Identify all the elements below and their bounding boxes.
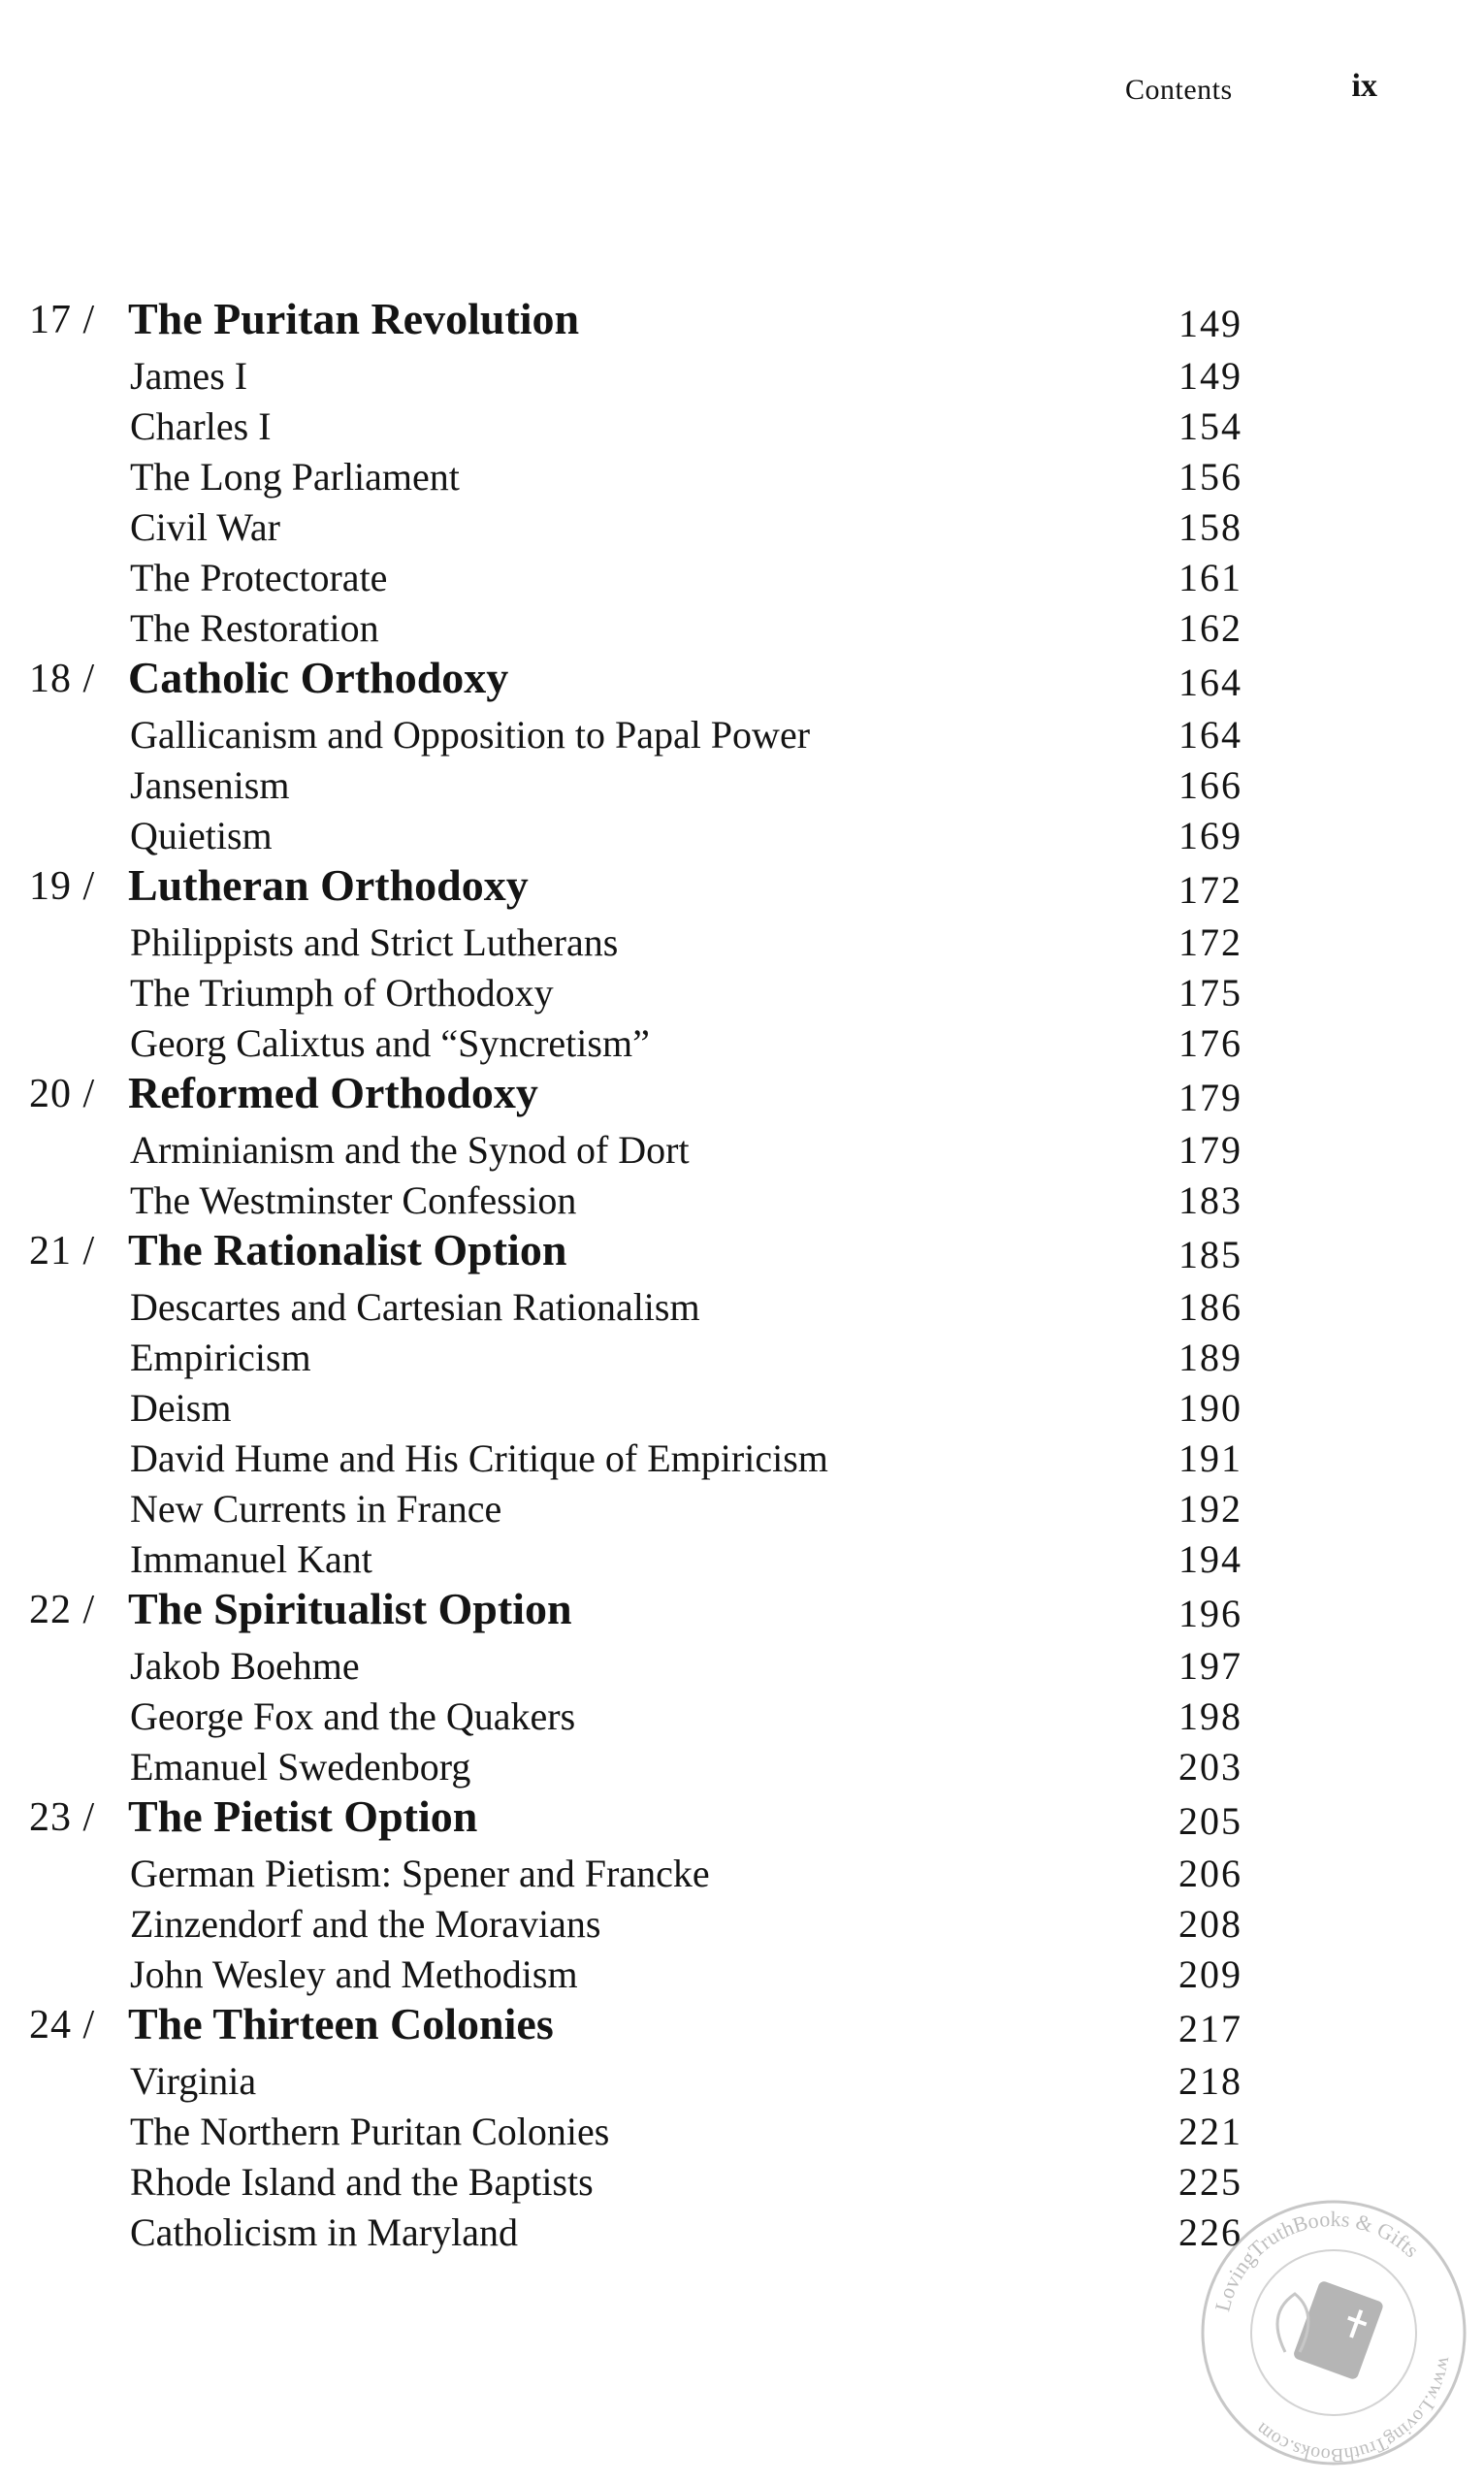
toc-chapter bbox=[0, 1789, 1484, 1996]
section-title: James I bbox=[130, 354, 248, 398]
section-page-number: 186 bbox=[1178, 1285, 1242, 1329]
section-row bbox=[0, 1172, 1484, 1222]
section-row bbox=[0, 499, 1484, 549]
section-title: Jansenism bbox=[130, 763, 290, 807]
section-page-number: 194 bbox=[1178, 1537, 1242, 1581]
section-row bbox=[0, 807, 1484, 857]
section-page-number: 198 bbox=[1178, 1694, 1242, 1738]
section-title: Quietism bbox=[130, 814, 273, 857]
toc-chapter bbox=[0, 650, 1484, 857]
section-page-number: 191 bbox=[1178, 1436, 1242, 1480]
section-title: New Currents in France bbox=[130, 1487, 502, 1531]
chapter-page-number: 205 bbox=[1178, 1799, 1242, 1843]
section-row bbox=[0, 1480, 1484, 1531]
section-page-number: 164 bbox=[1178, 713, 1242, 757]
section-title: Charles I bbox=[130, 404, 272, 448]
section-page-number: 172 bbox=[1178, 920, 1242, 964]
section-page-number: 226 bbox=[1178, 2210, 1242, 2254]
section-page-number: 158 bbox=[1178, 505, 1242, 549]
page-folio: ix bbox=[1351, 68, 1377, 104]
section-row bbox=[0, 1379, 1484, 1430]
chapter-heading-row bbox=[0, 857, 1484, 914]
section-row bbox=[0, 1895, 1484, 1946]
watermark-stamp bbox=[1188, 2187, 1479, 2478]
chapter-page-number: 185 bbox=[1178, 1233, 1242, 1276]
chapter-heading-row bbox=[0, 1581, 1484, 1637]
section-row bbox=[0, 2103, 1484, 2153]
section-page-number: 162 bbox=[1178, 606, 1242, 650]
section-row bbox=[0, 448, 1484, 499]
section-title: Empiricism bbox=[130, 1336, 311, 1379]
chapter-title: Catholic Orthodoxy bbox=[128, 653, 509, 702]
chapter-page-number: 196 bbox=[1178, 1592, 1242, 1635]
chapter-title: The Spiritualist Option bbox=[128, 1584, 572, 1633]
section-row bbox=[0, 1845, 1484, 1895]
chapter-number: 19 / bbox=[29, 864, 96, 909]
chapter-heading-row bbox=[0, 291, 1484, 347]
section-page-number: 189 bbox=[1178, 1336, 1242, 1379]
chapter-title: The Pietist Option bbox=[128, 1791, 478, 1841]
section-row bbox=[0, 1738, 1484, 1789]
section-page-number: 179 bbox=[1178, 1128, 1242, 1172]
section-row bbox=[0, 549, 1484, 599]
section-title: John Wesley and Methodism bbox=[130, 1952, 578, 1996]
section-title: Arminianism and the Synod of Dort bbox=[130, 1128, 690, 1172]
section-page-number: 206 bbox=[1178, 1852, 1242, 1895]
section-page-number: 203 bbox=[1178, 1745, 1242, 1789]
section-row bbox=[0, 347, 1484, 398]
chapter-page-number: 149 bbox=[1178, 302, 1242, 345]
section-row bbox=[0, 2052, 1484, 2103]
running-head bbox=[1125, 68, 1377, 116]
section-page-number: 208 bbox=[1178, 1902, 1242, 1946]
section-page-number: 176 bbox=[1178, 1021, 1242, 1065]
toc-chapter bbox=[0, 1065, 1484, 1222]
section-title: Immanuel Kant bbox=[130, 1537, 372, 1581]
chapter-number: 18 / bbox=[29, 657, 96, 701]
section-page-number: 225 bbox=[1178, 2160, 1242, 2204]
chapter-number: 24 / bbox=[29, 2003, 96, 2048]
section-page-number: 175 bbox=[1178, 971, 1242, 1015]
toc-chapter bbox=[0, 291, 1484, 650]
section-page-number: 209 bbox=[1178, 1952, 1242, 1996]
svg-text:www.LovingTruthBooks.com: www.LovingTruthBooks.com bbox=[1251, 2354, 1457, 2467]
section-page-number: 154 bbox=[1178, 404, 1242, 448]
chapter-page-number: 179 bbox=[1178, 1076, 1242, 1119]
chapter-heading-row bbox=[0, 1065, 1484, 1121]
section-title: Catholicism in Maryland bbox=[130, 2210, 518, 2254]
section-title: Philippists and Strict Lutherans bbox=[130, 920, 619, 964]
chapter-number: 17 / bbox=[29, 298, 96, 342]
section-title: Gallicanism and Opposition to Papal Power bbox=[130, 713, 811, 757]
section-page-number: 149 bbox=[1178, 354, 1242, 398]
section-title: David Hume and His Critique of Empiricism bbox=[130, 1436, 828, 1480]
section-page-number: 156 bbox=[1178, 455, 1242, 499]
chapter-heading-row bbox=[0, 650, 1484, 706]
section-page-number: 169 bbox=[1178, 814, 1242, 857]
chapter-heading-row bbox=[0, 1996, 1484, 2052]
section-page-number: 161 bbox=[1178, 556, 1242, 599]
section-title: Zinzendorf and the Moravians bbox=[130, 1902, 601, 1946]
section-row bbox=[0, 1637, 1484, 1688]
section-title: Emanuel Swedenborg bbox=[130, 1745, 471, 1789]
chapter-page-number: 164 bbox=[1178, 661, 1242, 704]
section-row bbox=[0, 1688, 1484, 1738]
section-row bbox=[0, 914, 1484, 964]
section-page-number: 190 bbox=[1178, 1386, 1242, 1430]
chapter-number: 20 / bbox=[29, 1072, 96, 1116]
chapter-heading-row bbox=[0, 1222, 1484, 1278]
section-row bbox=[0, 599, 1484, 650]
section-title: Virginia bbox=[130, 2059, 257, 2103]
section-page-number: 166 bbox=[1178, 763, 1242, 807]
chapter-title: Lutheran Orthodoxy bbox=[128, 860, 529, 910]
watermark-text: LovingTruthBooks & Gifts bbox=[1210, 2206, 1425, 2314]
section-row bbox=[0, 1015, 1484, 1065]
section-page-number: 218 bbox=[1178, 2059, 1242, 2103]
chapter-number: 21 / bbox=[29, 1229, 96, 1274]
chapter-page-number: 217 bbox=[1178, 2007, 1242, 2050]
section-page-number: 197 bbox=[1178, 1644, 1242, 1688]
section-row bbox=[0, 757, 1484, 807]
section-title: The Restoration bbox=[130, 606, 379, 650]
section-row bbox=[0, 1946, 1484, 1996]
section-title: The Westminster Confession bbox=[130, 1178, 577, 1222]
section-title: Georg Calixtus and “Syncretism” bbox=[130, 1021, 650, 1065]
section-row bbox=[0, 964, 1484, 1015]
toc-chapter bbox=[0, 857, 1484, 1065]
section-title: Deism bbox=[130, 1386, 232, 1430]
section-row bbox=[0, 1121, 1484, 1172]
section-title: Descartes and Cartesian Rationalism bbox=[130, 1285, 700, 1329]
toc-chapter bbox=[0, 1222, 1484, 1581]
section-title: Rhode Island and the Baptists bbox=[130, 2160, 594, 2204]
chapter-page-number: 172 bbox=[1178, 868, 1242, 912]
chapter-title: The Rationalist Option bbox=[128, 1225, 567, 1274]
chapter-number: 22 / bbox=[29, 1588, 96, 1632]
table-of-contents bbox=[0, 291, 1484, 2254]
running-head-label: Contents bbox=[1125, 74, 1233, 106]
section-title: The Triumph of Orthodoxy bbox=[130, 971, 554, 1015]
section-page-number: 221 bbox=[1178, 2110, 1242, 2153]
chapter-title: Reformed Orthodoxy bbox=[128, 1068, 538, 1117]
section-row bbox=[0, 1278, 1484, 1329]
section-row bbox=[0, 1531, 1484, 1581]
section-row bbox=[0, 398, 1484, 448]
section-title: German Pietism: Spener and Francke bbox=[130, 1852, 710, 1895]
section-page-number: 192 bbox=[1178, 1487, 1242, 1531]
section-title: The Northern Puritan Colonies bbox=[130, 2110, 610, 2153]
chapter-number: 23 / bbox=[29, 1795, 96, 1840]
section-title: The Long Parliament bbox=[130, 455, 460, 499]
section-row bbox=[0, 1430, 1484, 1480]
toc-chapter bbox=[0, 1581, 1484, 1789]
chapter-heading-row bbox=[0, 1789, 1484, 1845]
chapter-title: The Thirteen Colonies bbox=[128, 1999, 554, 2048]
section-title: Civil War bbox=[130, 505, 280, 549]
section-page-number: 183 bbox=[1178, 1178, 1242, 1222]
section-title: George Fox and the Quakers bbox=[130, 1694, 576, 1738]
chapter-title: The Puritan Revolution bbox=[128, 294, 580, 343]
section-row bbox=[0, 706, 1484, 757]
section-title: Jakob Boehme bbox=[130, 1644, 360, 1688]
section-row bbox=[0, 1329, 1484, 1379]
section-title: The Protectorate bbox=[130, 556, 388, 599]
